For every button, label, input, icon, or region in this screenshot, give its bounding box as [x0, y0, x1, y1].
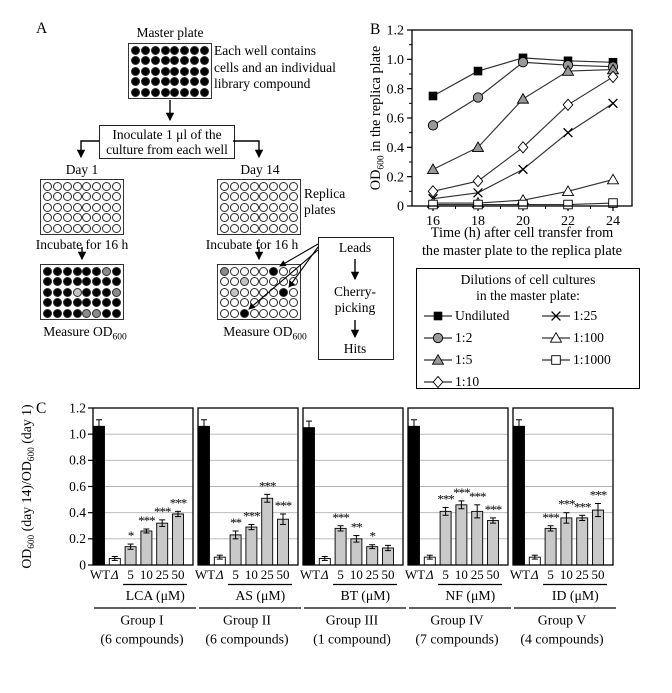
legend-label: 1:2: [455, 330, 473, 345]
bar-10: [246, 527, 257, 565]
c-ytick-label: 0.6: [69, 478, 86, 494]
c-xtick-label: Δ: [425, 567, 434, 582]
bar-group-Group IV: [405, 408, 511, 648]
legend-marker: [423, 331, 453, 345]
bar-25: [367, 547, 378, 565]
sig-stars: ***: [468, 488, 486, 504]
legend-entry-1:100: [541, 327, 637, 349]
sig-stars: ***: [573, 499, 591, 515]
open-diamond-marker: [473, 175, 483, 186]
sig-stars: ***: [274, 497, 292, 513]
c-ytick-label: 1.0: [69, 426, 86, 442]
bar-10: [351, 539, 362, 565]
c-xtick-label: 25: [365, 567, 379, 582]
arrow-to-day1: [81, 141, 99, 157]
group-count-label: (6 compounds): [205, 631, 289, 647]
bar-25: [157, 523, 168, 565]
c-xtick-label: 10: [559, 567, 573, 582]
measure-sub: 600: [292, 332, 307, 343]
c-xtick-label: WT: [509, 567, 531, 582]
day1-label: Day 1: [65, 162, 99, 177]
text-line: culture from each well: [106, 142, 228, 157]
text-line: Each well contains: [214, 43, 316, 58]
bar-50: [593, 510, 604, 565]
c-xtick-label: 25: [155, 567, 169, 582]
open-square-marker: [552, 356, 561, 365]
bar-5: [335, 528, 346, 565]
c-xtick-label: 10: [244, 567, 258, 582]
legend-marker: [541, 331, 571, 345]
legend-entry-1:25: [541, 305, 637, 327]
compound-bar-charts: [0, 395, 672, 675]
b-ytick-label: 1.2: [386, 23, 404, 39]
series-line-1:5: [433, 70, 613, 170]
b-ytick-label: 0.8: [386, 82, 404, 98]
bar-25: [577, 518, 588, 565]
filled-circle-marker: [428, 121, 437, 130]
measure-text: Measure OD: [43, 324, 113, 339]
c-ytick-label: 0: [79, 557, 86, 573]
group-count-label: (7 compounds): [415, 631, 499, 647]
group-label: Group II: [223, 612, 271, 628]
open-square-marker: [429, 200, 438, 209]
group-count-label: (4 compounds): [520, 631, 604, 647]
hits-label: Hits: [343, 341, 367, 356]
bar-5: [545, 528, 556, 565]
bar-25: [262, 498, 273, 565]
master-plate-title: Master plate: [136, 25, 204, 40]
sig-stars: ***: [258, 478, 276, 494]
b-xlabel-line1: Time (h) after cell transfer from: [430, 225, 614, 241]
bar-WT: [409, 426, 420, 565]
group-count-label: (1 compound): [313, 631, 391, 647]
sig-stars: ***: [243, 508, 260, 524]
legend-label: Undiluted: [455, 308, 510, 323]
bar-WT: [514, 426, 525, 565]
sig-stars: *: [369, 528, 375, 544]
text-line: plates: [304, 202, 336, 217]
sig-stars: ***: [332, 509, 349, 525]
b-xtick-label: 18: [471, 214, 485, 229]
legend-label: 1:10: [455, 374, 480, 389]
b-xtick-label: 20: [516, 214, 530, 229]
sig-stars: ***: [542, 509, 559, 525]
c-xtick-label: Δ: [110, 567, 119, 582]
compound-label: LCA (μM): [125, 588, 185, 603]
bar-WT: [94, 426, 105, 565]
legend-marker: [541, 309, 571, 323]
open-diamond-marker: [433, 376, 443, 387]
bar-10: [141, 531, 152, 565]
b-ytick-label: 0: [397, 199, 404, 215]
c-xtick-label: 5: [232, 567, 239, 582]
bar-50: [488, 521, 499, 565]
legend-entry-1:2: [423, 327, 541, 349]
c-xtick-label: 50: [171, 567, 185, 582]
filled-square-marker: [429, 92, 438, 101]
b-ytick-label: 0.4: [386, 140, 404, 156]
c-xtick-label: 5: [127, 567, 134, 582]
text-line: cells and an individual: [214, 59, 336, 75]
legend-marker: [423, 353, 453, 367]
filled-square-marker: [474, 67, 483, 76]
text-line: Replica: [304, 186, 346, 201]
legend-marker: [423, 309, 453, 323]
c-xtick-label: 5: [442, 567, 449, 582]
legend-entry-1:1000: [541, 349, 637, 371]
text-line: Inoculate 1 μl of the: [112, 127, 222, 142]
legend-columns: [417, 303, 639, 393]
bar-WT: [199, 426, 210, 565]
b-ytick-label: 0.2: [386, 170, 404, 186]
legend-label: 1:1000: [573, 352, 611, 367]
legend-column-2: [541, 305, 637, 393]
c-ytick-label: 0.2: [69, 531, 86, 547]
measure-sub: 600: [112, 332, 127, 343]
bar-50: [173, 514, 184, 565]
incubate-day14-label: Incubate for 16 h: [205, 237, 299, 252]
bar-10: [456, 505, 467, 565]
b-xtick-label: 22: [561, 214, 575, 229]
c-xtick-label: 50: [591, 567, 605, 582]
b-xtick-label: 16: [426, 214, 440, 229]
filled-square-marker: [434, 312, 443, 321]
c-ytick-label: 0.8: [69, 452, 86, 468]
filled-circle-marker: [433, 333, 442, 342]
incubate-day1-label: Incubate for 16 h: [35, 237, 129, 252]
c-xtick-label: WT: [89, 567, 111, 582]
c-xtick-label: Δ: [215, 567, 224, 582]
open-square-marker: [474, 200, 483, 209]
text-line: Cherry-: [334, 284, 376, 299]
c-xtick-label: 50: [276, 567, 290, 582]
sig-stars: **: [350, 519, 362, 535]
arrow-to-day14: [233, 141, 259, 157]
panel-a-label: A: [36, 20, 48, 37]
c-xtick-label: Δ: [320, 567, 329, 582]
sig-stars: ***: [558, 496, 575, 512]
text-line: library compound: [214, 76, 311, 91]
b-ylabel: $OD_{600}$ in the replica plate: [368, 45, 387, 191]
b-xlabel-line2: the master plate to the replica plate: [421, 243, 623, 259]
text-line: picking: [334, 299, 376, 315]
c-xtick-label: 50: [486, 567, 500, 582]
bar-group-Group III: [300, 408, 406, 648]
filled-circle-marker: [518, 58, 527, 67]
dilution-legend: [416, 268, 640, 389]
c-ytick-label: 0.4: [69, 505, 86, 521]
group-label: Group V: [537, 612, 587, 628]
c-ylabel: $OD_{600}$ (day $14)/OD_{600}$ (day 1): [19, 404, 38, 569]
bar-group-Group I: [90, 408, 196, 648]
text-line: in the master plate:: [476, 287, 580, 303]
bar-10: [561, 518, 572, 565]
c-xtick-label: 10: [139, 567, 153, 582]
c-ytick-label: 1.2: [69, 400, 86, 416]
group-label: Group IV: [430, 612, 484, 628]
legend-label: 1:5: [455, 352, 473, 367]
sig-stars: **: [230, 514, 242, 530]
compound-label: BT (μM): [340, 588, 391, 603]
sig-stars: ***: [153, 503, 171, 519]
c-xtick-label: 5: [547, 567, 554, 582]
open-triangle-marker: [608, 174, 619, 184]
sig-stars: ***: [484, 501, 502, 517]
legend-entry-1:10: [423, 371, 541, 393]
group-label: Group I: [120, 612, 164, 628]
legend-title: [417, 272, 639, 303]
group-label: Group III: [325, 612, 379, 628]
open-square-marker: [519, 200, 528, 209]
measure-text: Measure OD: [223, 324, 293, 339]
growth-curve-chart: [336, 0, 672, 266]
c-xtick-label: WT: [404, 567, 426, 582]
c-xtick-label: 25: [575, 567, 589, 582]
bar-WT: [304, 428, 315, 565]
sig-stars: *: [127, 528, 134, 544]
open-square-marker: [564, 200, 573, 209]
c-xtick-label: 50: [381, 567, 395, 582]
bar-group-Group V: [510, 408, 616, 648]
bar-50: [278, 519, 289, 565]
group-count-label: (6 compounds): [100, 631, 184, 647]
bar-5: [440, 511, 451, 565]
compound-label: NF (μM): [445, 588, 496, 603]
legend-column-1: [423, 305, 541, 393]
filled-triangle-marker: [518, 94, 529, 104]
legend-marker: [423, 375, 453, 389]
day14-label: Day 14: [240, 162, 280, 177]
panel-c-label: C: [36, 400, 47, 417]
bar-group-Group II: [195, 408, 301, 648]
filled-circle-marker: [473, 93, 482, 102]
sig-stars: ***: [169, 495, 187, 511]
b-ytick-label: 1.0: [386, 52, 404, 68]
c-xtick-label: Δ: [530, 567, 539, 582]
compound-label: ID (μM): [551, 588, 599, 603]
c-xtick-label: 5: [337, 567, 344, 582]
legend-label: 1:25: [573, 308, 598, 323]
c-xtick-label: 10: [349, 567, 363, 582]
filled-triangle-marker: [428, 164, 439, 174]
bar-5: [230, 535, 241, 565]
legend-entry-Undiluted: [423, 305, 541, 327]
c-xtick-label: WT: [299, 567, 321, 582]
sig-stars: ***: [138, 513, 155, 529]
sig-stars: ***: [589, 487, 607, 503]
legend-marker: [541, 353, 571, 367]
legend-entry-1:5: [423, 349, 541, 371]
sig-stars: ***: [453, 484, 470, 500]
legend-label: 1:100: [573, 330, 604, 345]
sig-stars: ***: [437, 491, 454, 507]
compound-label: AS (μM): [235, 588, 286, 603]
b-xtick-label: 24: [606, 214, 620, 229]
bar-25: [472, 511, 483, 565]
c-xtick-label: 10: [454, 567, 468, 582]
c-xtick-label: WT: [194, 567, 216, 582]
text-line: Dilutions of cell cultures: [460, 272, 596, 287]
b-ytick-label: 0.6: [386, 111, 404, 127]
panel-b-label: B: [370, 21, 381, 38]
c-xtick-label: 25: [470, 567, 484, 582]
leads-label: Leads: [338, 240, 372, 255]
c-xtick-label: 25: [260, 567, 274, 582]
